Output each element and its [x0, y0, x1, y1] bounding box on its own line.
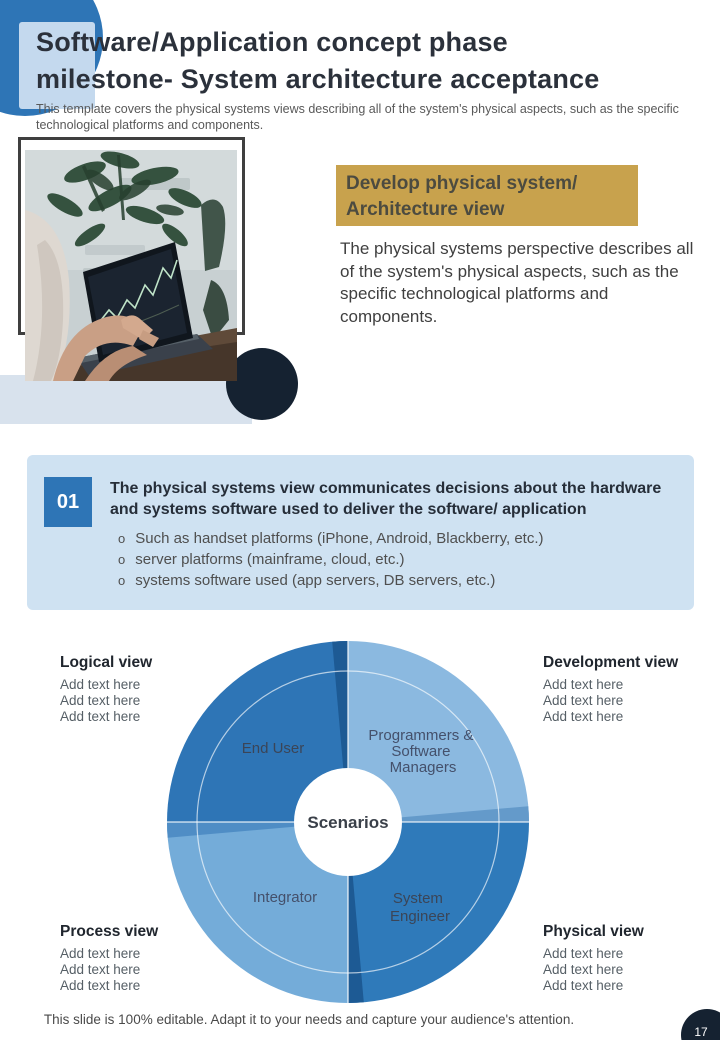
- page-subtitle: This template covers the physical systems views describing all of the system's physical aspects, such as the specific technological platforms and components.: [36, 102, 679, 132]
- page-title-line1: Software/Application concept phase: [36, 27, 508, 57]
- callout-heading-line2: Architecture view: [346, 199, 505, 220]
- view-block-process: [60, 923, 230, 994]
- placeholder-text[interactable]: Add text here: [60, 709, 141, 724]
- segment-label-integrator[interactable]: Integrator: [252, 889, 318, 906]
- placeholder-text[interactable]: Add text here: [543, 978, 624, 993]
- segment-label-programmers[interactable]: Programmers & Software Managers: [368, 727, 474, 776]
- bullet-item: o Such as handset platforms (iPhone, Android, Blackberry, etc.): [118, 528, 678, 549]
- center-label: Scenarios: [307, 813, 389, 832]
- bullet-item: o systems software used (app servers, DB servers, etc.): [118, 570, 678, 591]
- view-title: Physical view: [543, 923, 644, 940]
- view-block-development: [543, 654, 713, 725]
- placeholder-text[interactable]: Add text here: [543, 946, 624, 961]
- view-title: Logical view: [60, 654, 153, 671]
- point-01-heading: The physical systems view communicates decisions about the hardware and systems software used to deliver the software/ application: [110, 480, 662, 518]
- view-block-physical: [543, 923, 713, 994]
- placeholder-text[interactable]: Add text here: [60, 946, 141, 961]
- laptop-work-photo: [25, 150, 237, 381]
- placeholder-text[interactable]: Add text here: [60, 978, 141, 993]
- callout-heading-line1: Develop physical system/: [346, 173, 578, 194]
- page-number: 17: [694, 1025, 708, 1039]
- callout-body-text: The physical systems perspective describes all of the system's physical aspects, such as the specific technological platforms and components.: [340, 239, 694, 326]
- placeholder-text[interactable]: Add text here: [543, 677, 624, 692]
- view-block-logical: [60, 654, 230, 725]
- placeholder-text[interactable]: Add text here: [60, 693, 141, 708]
- placeholder-text[interactable]: Add text here: [543, 962, 624, 977]
- view-title: Development view: [543, 654, 679, 671]
- page-title-line2: milestone- System architecture acceptance: [36, 64, 600, 94]
- placeholder-text[interactable]: Add text here: [60, 962, 141, 977]
- point-01-bullet-list: [118, 528, 678, 591]
- page-title: [36, 24, 704, 98]
- placeholder-text[interactable]: Add text here: [60, 677, 141, 692]
- view-title: Process view: [60, 923, 159, 940]
- page-number-badge: [681, 1009, 720, 1040]
- point-01-badge: 01: [44, 477, 92, 527]
- bullet-item: o server platforms (mainframe, cloud, etc.): [118, 549, 678, 570]
- light-band-decoration: [0, 375, 252, 424]
- segment-label-end-user[interactable]: End User: [241, 740, 305, 757]
- editable-note: This slide is 100% editable. Adapt it to your needs and capture your audience's attention.: [43, 1012, 575, 1027]
- placeholder-text[interactable]: Add text here: [543, 709, 624, 724]
- placeholder-text[interactable]: Add text here: [543, 693, 624, 708]
- callout-heading: [336, 165, 638, 226]
- segment-label-system-engineer[interactable]: System Engineer: [389, 890, 451, 925]
